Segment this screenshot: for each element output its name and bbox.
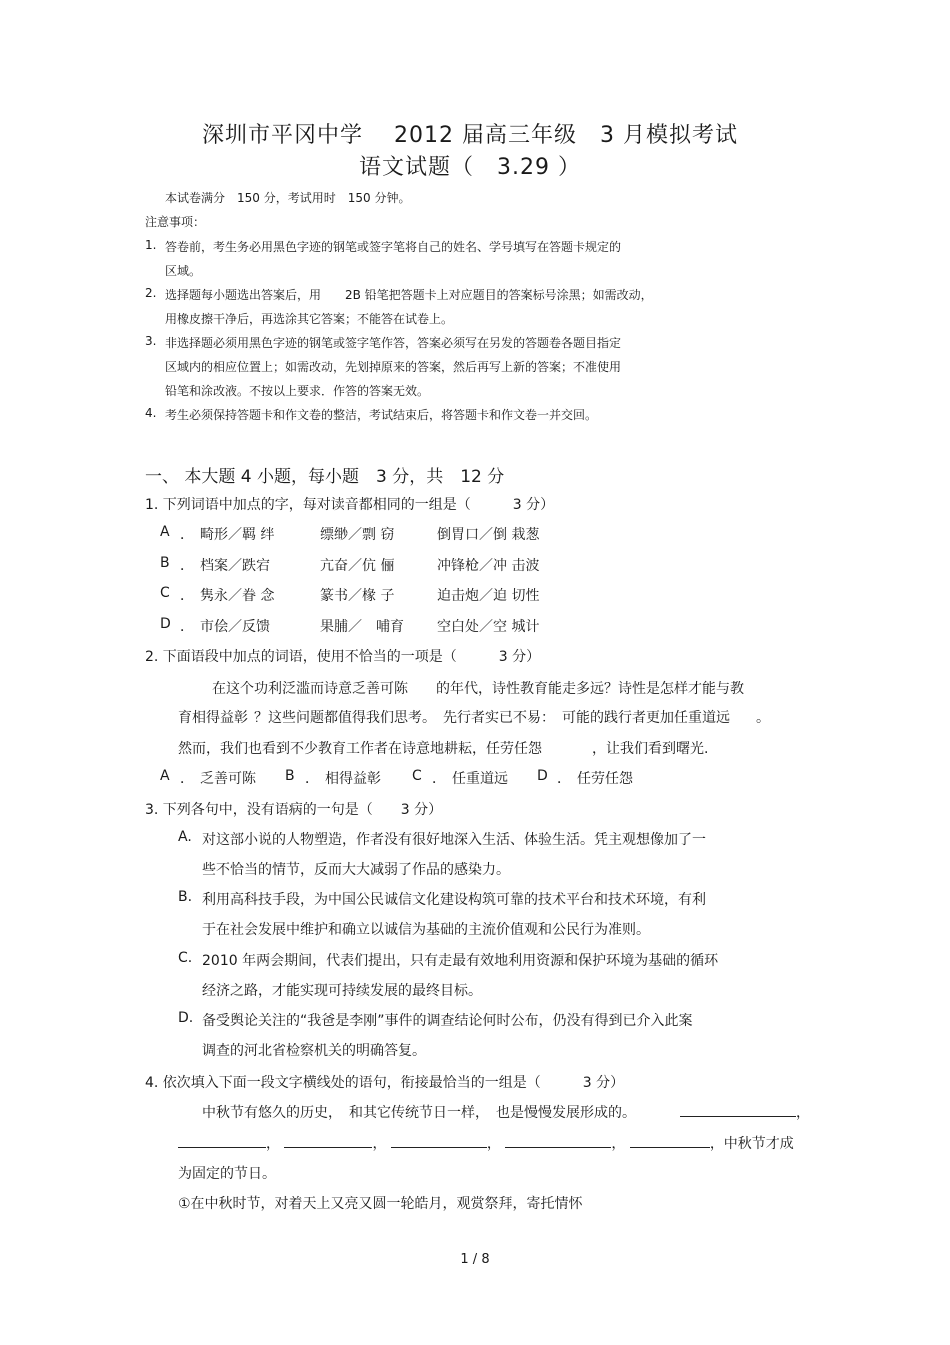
q4-blank-5: [505, 1133, 611, 1148]
q1-option-b-c1: 档案／跌宕: [200, 558, 270, 574]
q4-blank-4: [391, 1133, 487, 1148]
q3-option-d-line-1: 备受舆论关注的“我爸是李刚”事件的调查结论何时公布，仍没有得到已介入此案: [202, 1013, 693, 1029]
q2-passage-line-1: 在这个功利泛滥而诗意乏善可陈 的年代，诗性教育能走多远？诗性是怎样才能与教: [212, 681, 744, 697]
q3-option-a-line-1: 对这部小说的人物塑造，作者没有很好地深入生活、体验生活。凭主观想像加了一: [202, 832, 706, 848]
q4-item-1: ①在中秋时节，对着天上又亮又圆一轮皓月，观赏祭拜，寄托情怀: [178, 1196, 583, 1212]
q1-option-c-c2: 篆书／椽 子: [320, 588, 395, 604]
q3-option-a-line-2: 些不恰当的情节，反而大大减弱了作品的感染力。: [202, 862, 510, 878]
q2-option-d: 任劳任怨: [577, 771, 633, 787]
q1-option-a-c3: 倒胃口／倒 栽葱: [437, 527, 540, 543]
q2-option-letter: C: [412, 768, 422, 784]
q3-option-letter: C.: [178, 950, 193, 966]
q3-option-letter: B.: [178, 889, 193, 905]
q1-option-letter: B: [160, 555, 170, 571]
q1-option-c-c3: 迫击炮／迫 切性: [437, 588, 540, 604]
q3-option-c-line-2: 经济之路，才能实现可持续发展的最终目标。: [202, 983, 482, 999]
q2-option-letter: B: [285, 768, 295, 784]
q3-stem: 3. 下列各句中，没有语病的一句是（ 3 分）: [145, 802, 443, 818]
intro-text: 本试卷满分 150 分，考试用时 150 分钟。: [165, 191, 411, 205]
q2-option-a: 乏善可陈: [200, 771, 256, 787]
q4-blank-1: ，: [680, 1102, 810, 1122]
q3-option-c-line-1: 2010 年两会期间，代表们提出，只有走最有效地利用资源和保护环境为基础的循环: [202, 953, 719, 969]
notice-1-num: 1.: [145, 238, 157, 252]
q4-passage-line-3: 为固定的节日。: [178, 1166, 276, 1182]
section-1-heading: 一、 本大题 4 小题，每小题 3 分，共 12 分: [145, 467, 505, 487]
q4-stem: 4. 依次填入下面一段文字横线处的语句，衔接最恰当的一组是（ 3 分）: [145, 1075, 625, 1091]
q1-stem: 1. 下列词语中加点的字，每对读音都相同的一组是（ 3 分）: [145, 497, 555, 513]
q3-option-d-line-2: 调查的河北省检察机关的明确答复。: [202, 1043, 426, 1059]
notice-3-line-3: 铅笔和涂改液。不按以上要求．作答的答案无效。: [165, 384, 430, 398]
q1-option-d-c3: 空白处／空 城计: [437, 619, 540, 635]
q2-option-letter: D: [537, 768, 548, 784]
q3-option-b-line-2: 于在社会发展中维护和确立以诚信为基础的主流价值观和公民行为准则。: [202, 922, 650, 938]
notice-1-line-2: 区域。: [165, 264, 202, 278]
notice-1-line-1: 答卷前，考生务必用黑色字迹的钢笔或签字笔将自己的姓名、学号填写在答题卡规定的: [165, 240, 622, 254]
q4-passage-line-1: 中秋节有悠久的历史， 和其它传统节日一样， 也是慢慢发展形成的。: [202, 1105, 636, 1121]
q2-option-c: 任重道远: [452, 771, 508, 787]
q2-option-b: 相得益彰: [325, 771, 381, 787]
q2-passage-line-3: 然而，我们也看到不少教育工作者在诗意地耕耘，任劳任怨 ，让我们看到曙光.: [178, 741, 709, 757]
notice-2-num: 2.: [145, 286, 157, 300]
notice-3-num: 3.: [145, 334, 157, 348]
q2-passage-line-2: 育相得益彰 ？这些问题都值得我们思考。 先行者实已不易： 可能的践行者更加任重道远 。: [178, 710, 770, 726]
notice-2-line-2: 用橡皮擦干净后，再选涂其它答案；不能答在试卷上。: [165, 312, 454, 326]
q1-option-b-c3: 冲锋枪／冲 击波: [437, 558, 540, 574]
q1-option-letter: A: [160, 524, 170, 540]
q1-option-a-c2: 缥缈／剽 窃: [320, 527, 395, 543]
notice-4-line-1: 考生必须保持答题卡和作文卷的整洁，考试结束后，将答题卡和作文卷一并交回。: [165, 408, 598, 422]
q1-option-letter: D: [160, 616, 171, 632]
q1-option-d-c2: 果脯／ 哺育: [320, 619, 404, 635]
q1-option-letter: C: [160, 585, 170, 601]
exam-subtitle: 语文试题（ 3.29 ）: [359, 155, 581, 180]
notice-4-num: 4.: [145, 406, 157, 420]
q1-option-d-c1: 市侩／反馈: [200, 619, 270, 635]
q2-option-letter: A: [160, 768, 170, 784]
notice-3-line-2: 区域内的相应位置上；如需改动，先划掉原来的答案，然后再写上新的答案；不准使用: [165, 360, 622, 374]
q3-option-letter: D.: [178, 1010, 194, 1026]
exam-title: 深圳市平冈中学 2012 届高三年级 3 月模拟考试: [202, 123, 738, 148]
q4-blank-6: [630, 1133, 710, 1148]
notice-2-line-1: 选择题每小题选出答案后，用 2B 铅笔把答题卡上对应题目的答案标号涂黑；如需改动，: [165, 288, 653, 302]
q3-option-letter: A.: [178, 829, 192, 845]
document-page: 深圳市平冈中学 2012 届高三年级 3 月模拟考试 语文试题（ 3.29 ） 本试卷满分 150 分，考试用时 150 分钟。 注意事项： 1. 答卷前，考生务必用黑色字迹的钢笔或签字笔将自己的姓名、学号填写在答题卡规定的 区域。 2. 选择题每小题选出答案后，用 2B 铅笔把答题卡上对应题目的答案标号涂黑；如需改动， 用橡皮擦干净后，再选涂其它答案；不能答在试卷上。 3. 非选择题必须用黑色字迹的钢笔或签字笔作答，答案必须写在另发的答题卷各题目指定 区域内的相应位置上；如需改动，先划掉原来的答案，然后再写上新的答案；不准使用 铅笔和涂改液。不按以上要求．作答的答案无效。 4. 考生必须保持答题卡和作文卷的整洁，考试结束后，将答题卡和作文卷一并交回。 一、 本大题 4 小题，每小题 3 分，共 12 分 1. 下列词语中加点的字，每对读音都相同的一组是（ 3 分） A ． 畸形／羁 绊 缥缈／剽 窃 倒胃口／倒 栽葱 B ． 档案／跌宕 亢奋／伉 俪 冲锋枪／冲 击波 C ． 隽永／眷 念 篆书／椽 子 迫击炮／迫 切性 D ． 市侩／反馈 果脯／ 哺育 空白处／空 城计 2. 下面语段中加点的词语，使用不恰当的一项是（ 3 分） 在这个功利泛滥而诗意乏善可陈 的年代，诗性教育能走多远？诗性是怎样才能与教 育相得益彰 ？这些问题都值得我们思考。 先行者实已不易： 可能的践行者更加任重道远 。 然而，我们也看到不少教育工作者在诗意地耕耘，任劳任怨 ，让我们看到曙光. A ． 乏善可陈 B ． 相得益彰 C ． 任重道远 D ． 任劳任怨 3. 下列各句中，没有语病的一句是（ 3 分） A. 对这部小说的人物塑造，作者没有很好地深入生活、体验生活。凭主观想像加了一 些不恰当的情节，反而大大减弱了作品的感染力。 B. 利用高科技手段，为中国公民诚信文化建设构筑可靠的技术平台和技术环境，有利 于在社会发展中维护和确立以诚信为基础的主流价值观和公民行为准则。 C. 2010 年两会期间，代表们提出，只有走最有效地利用资源和保护环境为基础的循环 经济之路，才能实现可持续发展的最终目标。 D. 备受舆论关注的“我爸是李刚”事件的调查结论何时公布，仍没有得到已介入此案 调查的河北省检察机关的明确答复。 4. 依次填入下面一段文字横线处的语句，衔接最恰当的一组是（ 3 分） 中秋节有悠久的历史， 和其它传统节日一样， 也是慢慢发展形成的。 ， ， ， ， ， ，中秋节才成 为固定的节日。 ①在中秋时节，对着天上又亮又圆一轮皓月，观赏祭拜，寄托情怀 1 / 8: [0, 0, 950, 1345]
q1-option-b-c2: 亢奋／伉 俪: [320, 558, 395, 574]
notice-3-line-1: 非选择题必须用黑色字迹的钢笔或签字笔作答，答案必须写在另发的答题卷各题目指定: [165, 336, 622, 350]
q4-blank-2: [178, 1133, 266, 1148]
q1-option-a-c1: 畸形／羁 绊: [200, 527, 275, 543]
q4-blank-3: [284, 1133, 372, 1148]
q2-stem: 2. 下面语段中加点的词语，使用不恰当的一项是（ 3 分）: [145, 649, 541, 665]
q1-option-c-c1: 隽永／眷 念: [200, 588, 275, 604]
q3-option-b-line-1: 利用高科技手段，为中国公民诚信文化建设构筑可靠的技术平台和技术环境，有利: [202, 892, 706, 908]
notice-heading: 注意事项：: [145, 215, 206, 229]
q4-passage-line-2: ， ， ， ， ，中秋节才成: [178, 1133, 794, 1153]
page-number: 1 / 8: [460, 1252, 490, 1267]
